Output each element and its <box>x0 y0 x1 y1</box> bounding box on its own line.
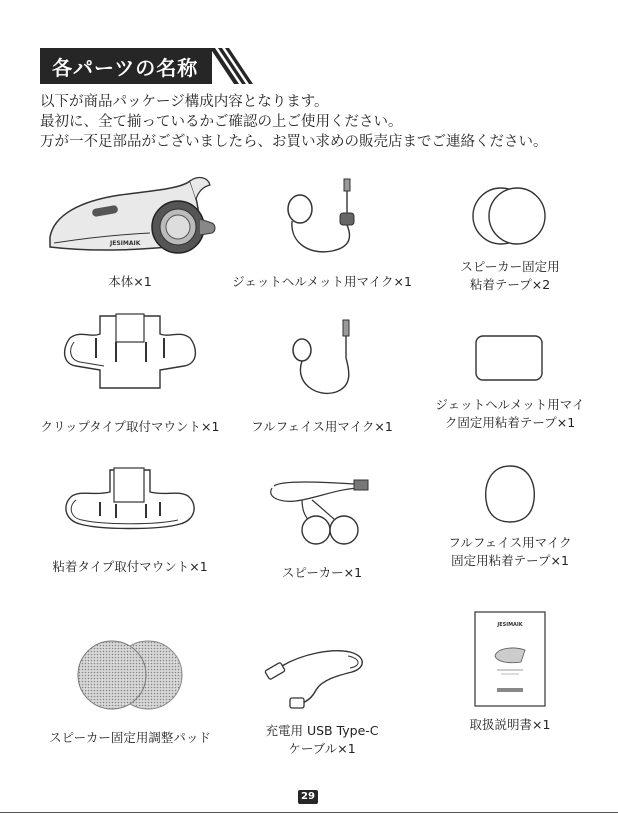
manual-icon <box>473 610 547 708</box>
part-speaker-tape <box>430 182 590 294</box>
part-caption: ク固定用粘着テープ×1 <box>444 415 576 430</box>
part-caption: ジェットヘルメット用マイク×1 <box>232 274 412 289</box>
part-caption: フルフェイス用マイク <box>448 535 572 550</box>
headset-main-unit-icon <box>40 175 220 265</box>
speaker-pad-icon <box>60 635 200 715</box>
intro-text <box>40 92 600 152</box>
part-usb-cable <box>222 640 422 758</box>
part-caption: スピーカー固定用調整パッド <box>49 730 211 745</box>
intro-line: 万が一不足部品がございましたら、お買い求めの販売店までご連絡ください。 <box>40 134 548 150</box>
clip-mount-icon <box>60 308 200 398</box>
part-caption: 粘着テープ×2 <box>469 277 551 292</box>
part-caption: 充電用 USB Type-C <box>265 723 379 738</box>
part-adhesive-mount <box>30 462 230 576</box>
speaker-icon <box>262 468 382 548</box>
mic-adhesive-tape-icon <box>470 330 550 384</box>
part-jet-helmet-mic <box>222 175 422 291</box>
part-caption: 固定用粘着テープ×1 <box>451 553 569 568</box>
usb-cable-icon <box>262 640 382 714</box>
intro-line: 以下が商品パッケージ構成内容となります。 <box>40 94 329 110</box>
part-caption: 本体×1 <box>108 274 152 289</box>
part-caption: フルフェイス用マイク×1 <box>251 419 393 434</box>
part-manual <box>430 610 590 734</box>
part-mic-tape <box>430 330 590 432</box>
part-caption: 取扱説明書×1 <box>469 717 551 732</box>
full-face-mic-tape-icon <box>480 462 540 526</box>
speaker-adhesive-tape-icon <box>465 182 555 252</box>
jet-helmet-mic-icon <box>262 175 382 265</box>
part-caption: 粘着タイプ取付マウント×1 <box>52 559 208 574</box>
section-banner-box <box>40 48 212 84</box>
part-caption: スピーカー固定用 <box>460 259 560 274</box>
intro-line: 最初に、全て揃っているかご確認の上ご使用ください。 <box>40 114 403 130</box>
page-number: 29 <box>298 790 318 804</box>
part-caption: クリップタイプ取付マウント×1 <box>40 419 220 434</box>
part-full-face-mic <box>222 318 422 436</box>
section-banner <box>40 48 255 84</box>
part-speaker-pad <box>30 635 230 747</box>
part-speaker <box>222 468 422 582</box>
part-full-face-mic-tape <box>430 462 590 570</box>
adhesive-mount-icon <box>60 462 200 542</box>
stripes-decoration-icon <box>210 48 255 84</box>
manual-brand: JESIMAIK <box>497 622 523 628</box>
part-caption: スピーカー×1 <box>281 565 363 580</box>
part-clip-mount <box>30 308 230 436</box>
part-caption: ジェットヘルメット用マイ <box>435 397 585 412</box>
full-face-mic-icon <box>262 318 382 408</box>
brand-logo: JESIMAIK <box>110 240 141 247</box>
page-bottom-divider <box>0 812 618 813</box>
part-main-unit <box>40 175 220 291</box>
section-title: 各パーツの名称 <box>52 56 199 80</box>
part-caption: ケーブル×1 <box>288 741 356 756</box>
